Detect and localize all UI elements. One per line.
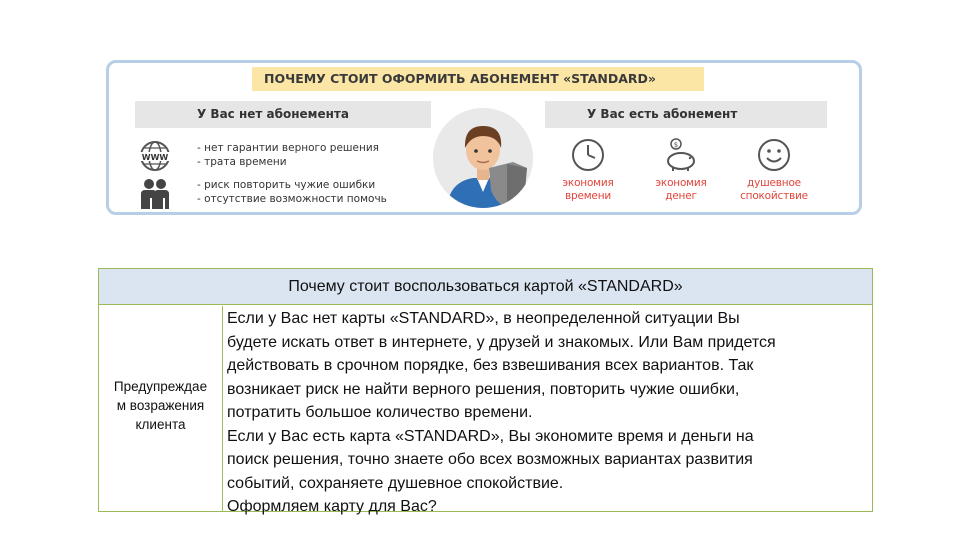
drawback-text: - трата времени	[197, 156, 287, 168]
drawback-text: - отсутствие возможности помочь	[197, 193, 387, 205]
man-with-shield-icon	[433, 108, 533, 208]
benefit-item	[543, 137, 633, 203]
drawback-row	[135, 139, 435, 173]
table-header: Почему стоит воспользоваться картой «STANDARD»	[99, 269, 872, 305]
drawback-text: - риск повторить чужие ошибки	[197, 179, 376, 191]
drawback-list	[197, 178, 387, 206]
clock-icon	[570, 137, 606, 173]
benefit-item	[729, 137, 819, 203]
benefit-label: экономия времени	[562, 177, 614, 202]
benefit-label: душевное спокойствие	[740, 177, 808, 202]
row-label-cell	[99, 306, 223, 511]
svg-text:WWW: WWW	[141, 153, 169, 162]
drawback-list	[197, 141, 379, 169]
row-label: Предупреждае м возражения клиента	[113, 379, 208, 432]
drawback-text: - нет гарантии верного решения	[197, 142, 380, 154]
paragraph: Если у Вас нет карты «STANDARD», в неопределенной ситуации Вы будете искать ответ в интернете, у друзей и знакомых. Или Вам придется действовать в срочном порядке, без взвешивания всех вариантов. Так возникает риск не найти верного решения, повторить чужие ошибки, потратить большое количество времени.	[227, 310, 776, 421]
smiley-icon	[756, 137, 792, 173]
paragraph: Оформляем карту для Вас?	[227, 498, 437, 515]
objection-table	[98, 268, 873, 515]
banner-title: ПОЧЕМУ СТОИТ ОФОРМИТЬ АБОНЕМЕНТ «STANDARD»	[252, 67, 704, 91]
drawback-row	[135, 176, 435, 210]
people-icon	[135, 176, 175, 210]
has-subscription-header: У Вас есть абонемент	[545, 101, 827, 128]
svg-text:$: $	[673, 141, 679, 149]
www-globe-icon	[135, 139, 175, 173]
piggy-bank-icon	[663, 137, 699, 173]
benefit-item	[636, 137, 726, 203]
row-content-cell	[227, 307, 867, 519]
paragraph: Если у Вас есть карта «STANDARD», Вы экономите время и деньги на поиск решения, точно знаете обо всех возможных вариантах развития событий, сохраняете душевное спокойствие.	[227, 427, 754, 492]
benefit-label: экономия денег	[655, 177, 707, 202]
no-subscription-header: У Вас нет абонемента	[135, 101, 431, 128]
banner	[106, 60, 862, 215]
